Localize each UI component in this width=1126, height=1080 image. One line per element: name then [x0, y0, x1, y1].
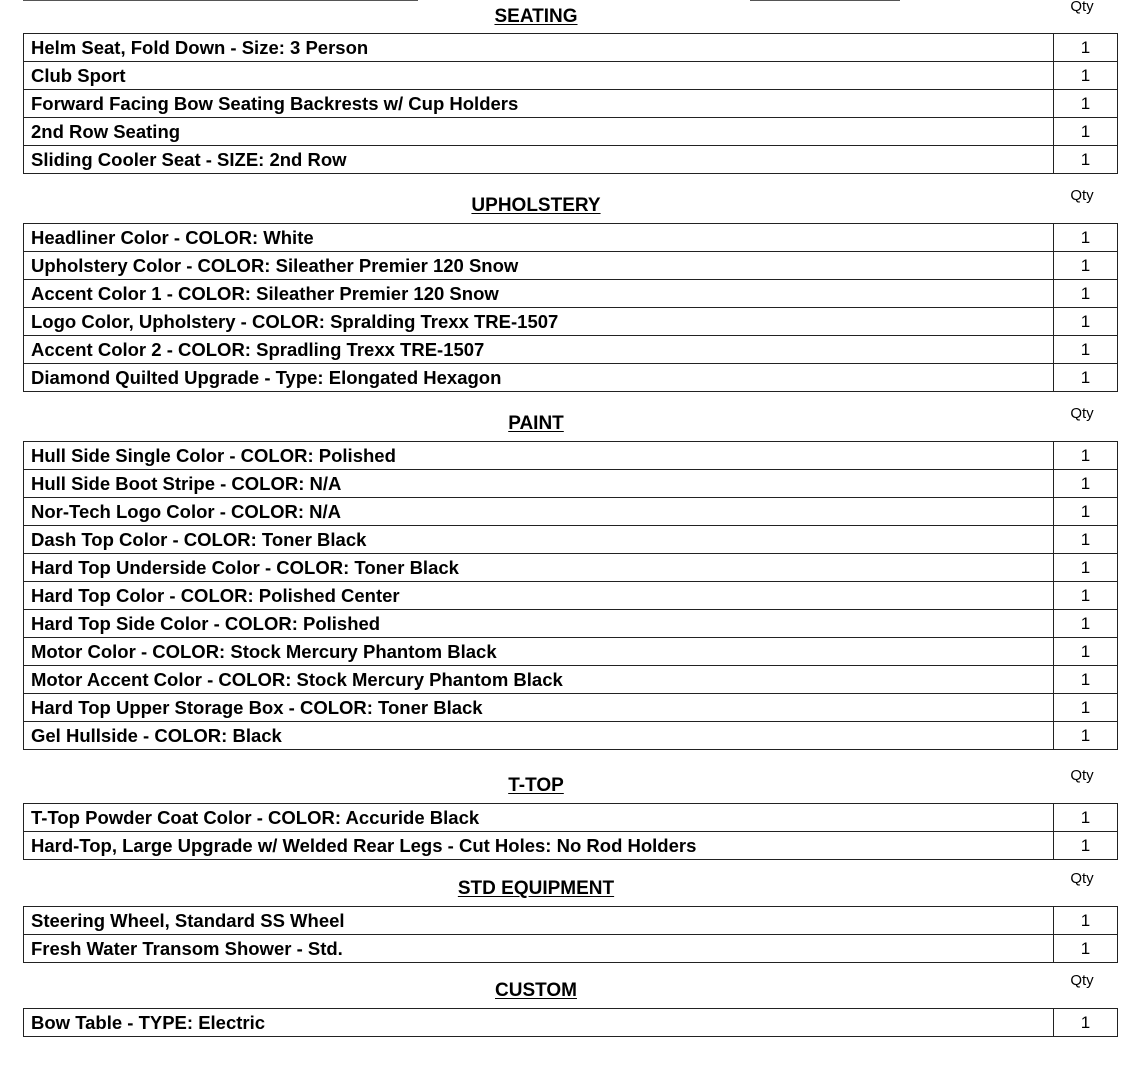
item-description: Bow Table - TYPE: Electric: [24, 1009, 1054, 1037]
item-quantity: 1: [1054, 498, 1118, 526]
table-row: [24, 907, 1118, 935]
item-description: Helm Seat, Fold Down - Size: 3 Person: [24, 34, 1054, 62]
items-table: [23, 223, 1118, 392]
section-title: UPHOLSTERY: [471, 195, 601, 216]
item-description: Dash Top Color - COLOR: Toner Black: [24, 526, 1054, 554]
item-quantity: 1: [1054, 280, 1118, 308]
item-quantity: 1: [1054, 90, 1118, 118]
top-rule-right: [750, 0, 900, 1]
section-title: T-TOP: [508, 775, 564, 796]
qty-header: Qty: [1070, 972, 1094, 989]
table-row: [24, 832, 1118, 860]
items-body: [24, 804, 1118, 860]
table-row: [24, 118, 1118, 146]
item-description: Hard Top Side Color - COLOR: Polished: [24, 610, 1054, 638]
qty-header: Qty: [1070, 870, 1094, 887]
items-table: [23, 1008, 1118, 1037]
table-row: [24, 722, 1118, 750]
item-description: Hull Side Single Color - COLOR: Polished: [24, 442, 1054, 470]
item-quantity: 1: [1054, 694, 1118, 722]
section-title: PAINT: [508, 413, 564, 434]
table-row: [24, 146, 1118, 174]
item-quantity: 1: [1054, 146, 1118, 174]
section-title: SEATING: [494, 6, 578, 27]
section-title: CUSTOM: [495, 980, 577, 1001]
item-quantity: 1: [1054, 224, 1118, 252]
item-quantity: 1: [1054, 118, 1118, 146]
item-quantity: 1: [1054, 666, 1118, 694]
item-description: Motor Color - COLOR: Stock Mercury Phantom Black: [24, 638, 1054, 666]
items-body: [24, 907, 1118, 963]
item-description: Upholstery Color - COLOR: Sileather Premier 120 Snow: [24, 252, 1054, 280]
item-description: Headliner Color - COLOR: White: [24, 224, 1054, 252]
table-row: [24, 280, 1118, 308]
table-row: [24, 62, 1118, 90]
item-description: Logo Color, Upholstery - COLOR: Spralding Trexx TRE-1507: [24, 308, 1054, 336]
table-row: [24, 470, 1118, 498]
top-rule-left: [23, 0, 418, 1]
table-row: [24, 666, 1118, 694]
section-title: STD EQUIPMENT: [457, 878, 615, 899]
item-quantity: 1: [1054, 638, 1118, 666]
item-description: Hard Top Upper Storage Box - COLOR: Toner Black: [24, 694, 1054, 722]
items-table: [23, 803, 1118, 860]
table-row: [24, 308, 1118, 336]
table-row: [24, 90, 1118, 118]
item-description: 2nd Row Seating: [24, 118, 1054, 146]
item-description: Accent Color 2 - COLOR: Spradling Trexx TRE-1507: [24, 336, 1054, 364]
item-description: Hard Top Color - COLOR: Polished Center: [24, 582, 1054, 610]
item-description: Forward Facing Bow Seating Backrests w/ Cup Holders: [24, 90, 1054, 118]
item-description: Hard-Top, Large Upgrade w/ Welded Rear Legs - Cut Holes: No Rod Holders: [24, 832, 1054, 860]
item-quantity: 1: [1054, 907, 1118, 935]
item-quantity: 1: [1054, 364, 1118, 392]
item-description: Gel Hullside - COLOR: Black: [24, 722, 1054, 750]
item-quantity: 1: [1054, 804, 1118, 832]
qty-header: Qty: [1070, 187, 1094, 204]
table-row: [24, 554, 1118, 582]
item-quantity: 1: [1054, 62, 1118, 90]
table-row: [24, 498, 1118, 526]
item-description: Hard Top Underside Color - COLOR: Toner Black: [24, 554, 1054, 582]
items-table: [23, 906, 1118, 963]
item-quantity: 1: [1054, 526, 1118, 554]
table-row: [24, 1009, 1118, 1037]
table-row: [24, 804, 1118, 832]
items-body: [24, 34, 1118, 174]
item-quantity: 1: [1054, 470, 1118, 498]
items-body: [24, 442, 1118, 750]
table-row: [24, 935, 1118, 963]
item-description: Accent Color 1 - COLOR: Sileather Premier 120 Snow: [24, 280, 1054, 308]
table-row: [24, 610, 1118, 638]
item-quantity: 1: [1054, 554, 1118, 582]
qty-header: Qty: [1070, 0, 1094, 15]
item-description: Club Sport: [24, 62, 1054, 90]
item-description: Sliding Cooler Seat - SIZE: 2nd Row: [24, 146, 1054, 174]
item-quantity: 1: [1054, 252, 1118, 280]
items-body: [24, 224, 1118, 392]
qty-header: Qty: [1070, 405, 1094, 422]
items-body: [24, 1009, 1118, 1037]
item-description: Hull Side Boot Stripe - COLOR: N/A: [24, 470, 1054, 498]
qty-header: Qty: [1070, 767, 1094, 784]
items-table: [23, 441, 1118, 750]
item-quantity: 1: [1054, 336, 1118, 364]
item-description: Steering Wheel, Standard SS Wheel: [24, 907, 1054, 935]
item-description: T-Top Powder Coat Color - COLOR: Accuride Black: [24, 804, 1054, 832]
item-quantity: 1: [1054, 442, 1118, 470]
item-description: Motor Accent Color - COLOR: Stock Mercury Phantom Black: [24, 666, 1054, 694]
table-row: [24, 224, 1118, 252]
table-row: [24, 336, 1118, 364]
table-row: [24, 252, 1118, 280]
item-quantity: 1: [1054, 832, 1118, 860]
table-row: [24, 694, 1118, 722]
item-quantity: 1: [1054, 582, 1118, 610]
item-description: Fresh Water Transom Shower - Std.: [24, 935, 1054, 963]
table-row: [24, 364, 1118, 392]
table-row: [24, 34, 1118, 62]
item-quantity: 1: [1054, 308, 1118, 336]
item-quantity: 1: [1054, 610, 1118, 638]
items-table: [23, 33, 1118, 174]
table-row: [24, 526, 1118, 554]
item-quantity: 1: [1054, 1009, 1118, 1037]
item-quantity: 1: [1054, 34, 1118, 62]
item-description: Diamond Quilted Upgrade - Type: Elongated Hexagon: [24, 364, 1054, 392]
item-quantity: 1: [1054, 722, 1118, 750]
item-quantity: 1: [1054, 935, 1118, 963]
table-row: [24, 442, 1118, 470]
table-row: [24, 582, 1118, 610]
table-row: [24, 638, 1118, 666]
item-description: Nor-Tech Logo Color - COLOR: N/A: [24, 498, 1054, 526]
